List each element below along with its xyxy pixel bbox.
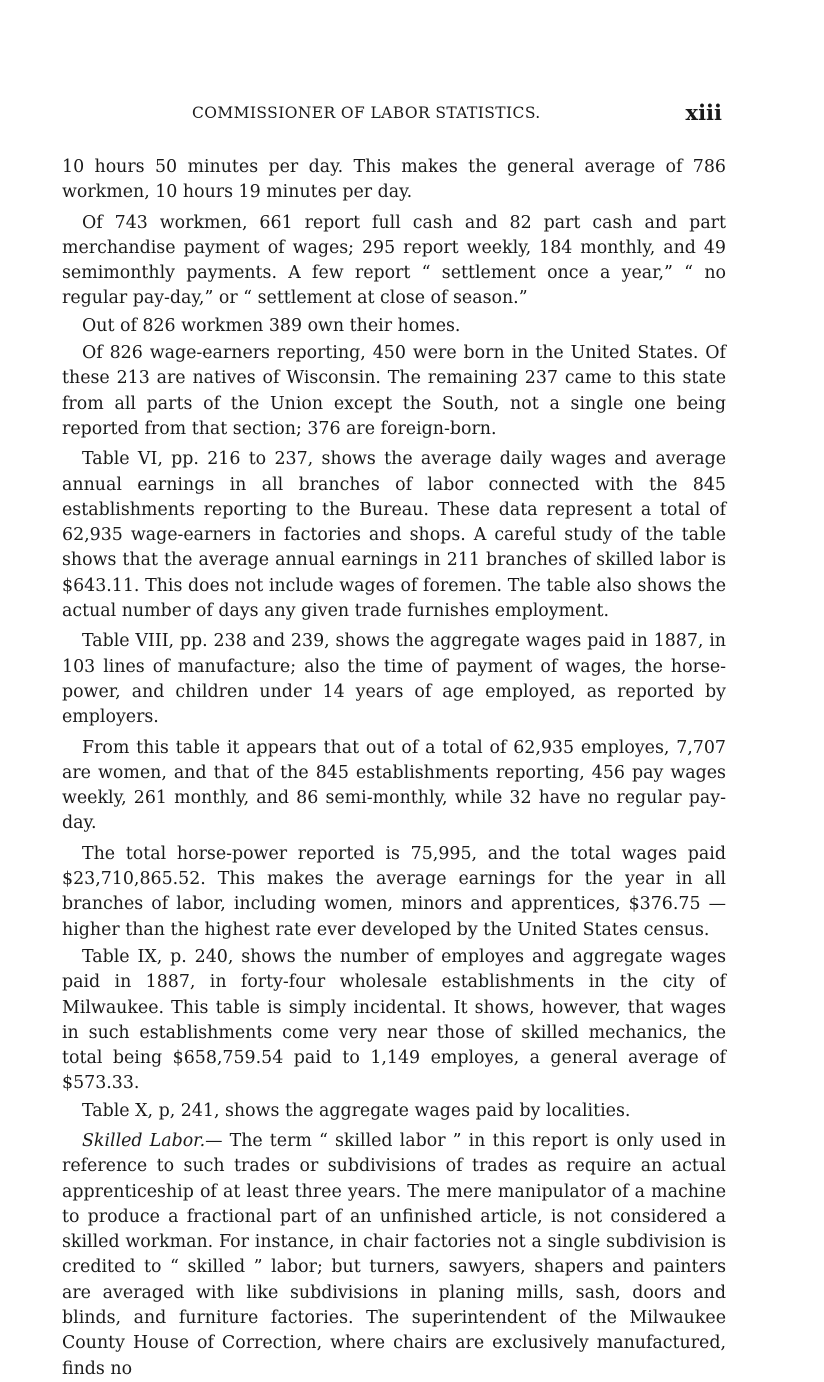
paragraph-table-vi: Table VI, pp. 216 to 237, shows the average daily wages and average annual earnings in all branches of labor connected with the 845 establishments reporting to the Bureau. These data represent a total of 62,935 wage-earners in factories and shops. A careful study of the table shows that the average annual earnings in 211 branches of skilled labor is $643.11. This does not include wages of foremen. The table also shows the actual number of days any given trade furnishes employment.	[62, 449, 726, 622]
paragraph-employes-summary: From this table it appears that out of a total of 62,935 employes, 7,707 are women, and that of the 845 establishments reporting, 456 pay wages weekly, 261 monthly, and 86 semi-monthly, while 32 have no regular pay-day.	[62, 737, 726, 834]
body-text	[62, 155, 726, 1382]
paragraph-table-x: Table X, p, 241, shows the aggregate wages paid by localities.	[82, 1100, 631, 1121]
running-title: COMMISSIONER OF LABOR STATISTICS.	[192, 104, 541, 122]
paragraph-horse-power: The total horse-power reported is 75,995, and the total wages paid $23,710,865.52. This makes the average earnings for the year in all branches of labor, including women, minors and apprentices, $376.75 — higher than the highest rate ever developed by the United States census.	[62, 843, 726, 940]
paragraph-home-owners: Out of 826 workmen 389 own their homes.	[82, 315, 461, 336]
paragraph-hours-continued: 10 hours 50 minutes per day. This makes the general average of 786 workmen, 10 hours 19 minutes per day.	[62, 157, 726, 203]
page-number: xiii	[685, 100, 722, 125]
page-header	[62, 100, 722, 132]
skilled-labor-heading: Skilled Labor.	[82, 1130, 206, 1151]
paragraph-table-ix: Table IX, p. 240, shows the number of employes and aggregate wages paid in 1887, in forty-four wholesale establishments in the city of Milwaukee. This table is simply incidental. It shows, however, that wages in such establishments come very near those of skilled mechanics, the total being $658,759.54 paid to 1,149 employes, a general average of $573.33.	[62, 946, 726, 1094]
paragraph-nativity: Of 826 wage-earners reporting, 450 were born in the United States. Of these 213 are natives of Wisconsin. The remaining 237 came to this state from all parts of the Union except the South, not a single one being reported from that section; 376 are foreign-born.	[62, 343, 726, 439]
paragraph-payment-of-wages: Of 743 workmen, 661 report full cash and 82 part cash and part merchandise payment of wages; 295 report weekly, 184 monthly, and 49 semimonthly payments. A few report “ settlement once a year,” “ no regular pay-day,” or “ settlement at close of season.”	[62, 212, 726, 309]
skilled-labor-text: — The term “ skilled labor ” in this report is only used in reference to such trades or subdivisions of trades as require an actual apprenticeship of at least three years. The mere manipulator of a machine to produce a fractional part of an unfinished article, is not considered a skilled workman. For instance, in chair factories not a single subdivision is credited to “ skilled ” labor; but turners, sawyers, shapers and painters are averaged with like subdivisions in planing mills, sash, doors and blinds, and furniture factories. The superintendent of the Milwaukee County House of Correction, where chairs are exclusively manufactured, finds no	[62, 1130, 726, 1379]
paragraph-table-viii: Table VIII, pp. 238 and 239, shows the aggregate wages paid in 1887, in 103 lines of manufacture; also the time of payment of wages, the horse-power, and children under 14 years of age employed, as reported by employers.	[62, 631, 726, 728]
paragraph-skilled-labor	[62, 1129, 726, 1382]
